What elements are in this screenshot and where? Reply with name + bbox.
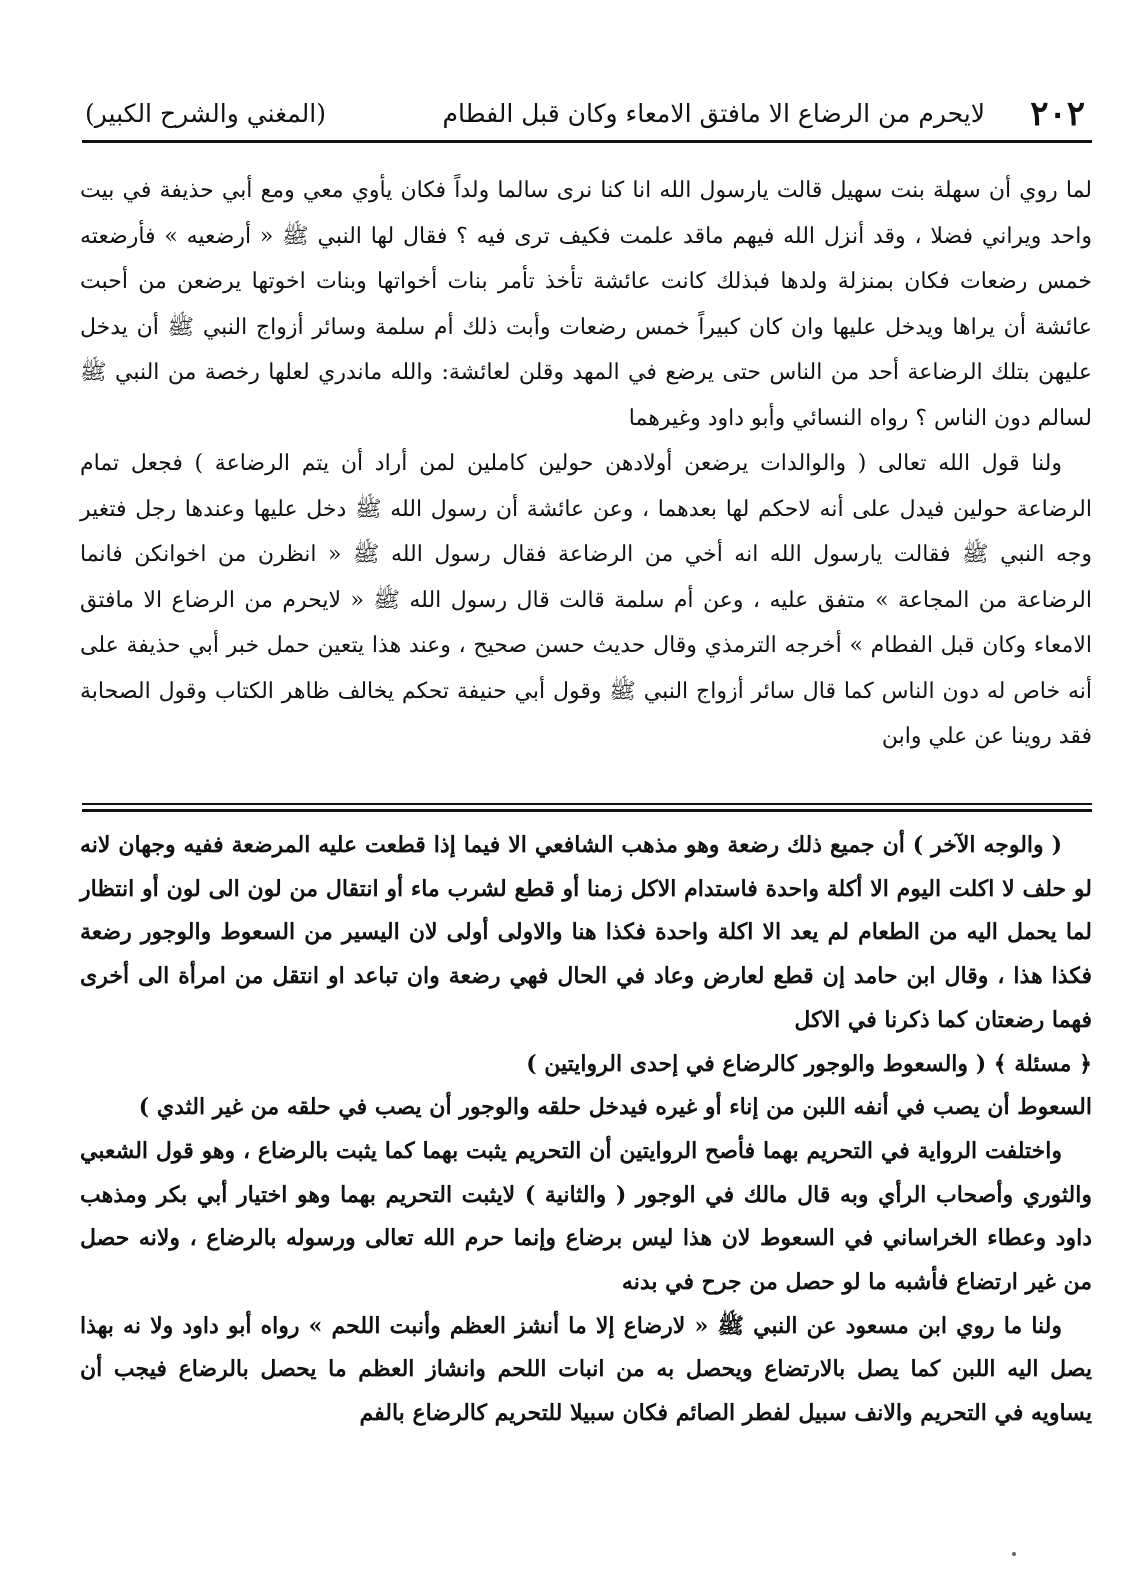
paragraph: السعوط أن يصب في أنفه اللبن من إناء أو غيره فيدخل حلقه والوجور أن يصب في حلقه من غير الثدي ) bbox=[138, 1094, 1092, 1121]
page-header bbox=[85, 92, 1085, 136]
section-divider bbox=[82, 803, 1092, 805]
running-title: لايحرم من الرضاع الا مافتق الامعاء وكان قبل الفطام bbox=[442, 99, 985, 128]
masala-heading: ﴿ مسئلة ﴾ ( والسعوط والوجور كالرضاع في إحدى الروايتين ) bbox=[526, 1050, 1092, 1077]
commentary-text bbox=[80, 824, 1092, 1436]
page-number: ٢٠٢ bbox=[1030, 94, 1085, 134]
header-rule bbox=[82, 140, 1092, 143]
paragraph: واختلفت الرواية في التحريم بهما فأصح الروايتين أن التحريم يثبت بهما كما يثبت بالرضاع ، وهو قول الشعبي والثوري وأصحاب الرأي وبه قال مالك في الوجور ( والثانية ) لايثبت التحريم بهما وهو اختيار أبي بكر ومذهب داود وعطاء الخراساني في السعوط لان هذا ليس برضاع وإنما حرم الله تعالى ورسوله بالرضاع ، ولانه حصل من غير ارتضاع فأشبه ما لو حصل من جرح في بدنه bbox=[80, 1137, 1092, 1296]
scan-speck bbox=[1012, 1552, 1016, 1556]
book-title: (المغني والشرح الكبير) bbox=[85, 99, 326, 128]
main-text bbox=[80, 168, 1092, 760]
paragraph: لما روي أن سهلة بنت سهيل قالت يارسول الله انا كنا نرى سالما ولداً فكان يأوي معي ومع أبي حذيفة في بيت واحد ويراني فضلا ، وقد أنزل الله فيهم ماقد علمت فكيف ترى فيه ؟ فقال لها النبي ﷺ « أرضعيه » فأرضعته خمس رضعات فكان بمنزلة ولدها فبذلك كانت عائشة تأخذ تأمر بنات أخواتها وبنات اخوتها يرضعن من أحبت عائشة أن يراها ويدخل عليها وان كان كبيراً خمس رضعات وأبت ذلك أم سلمة وسائر أزواج النبي ﷺ أن يدخل عليهن بتلك الرضاعة أحد من الناس حتى يرضع في المهد وقلن لعائشة: والله ماندري لعلها رخصة من النبي ﷺ لسالم دون الناس ؟ رواه النسائي وأبو داود وغيرهما bbox=[80, 178, 1092, 431]
paragraph: ولنا قول الله تعالى ( والوالدات يرضعن أولادهن حولين كاملين لمن أراد أن يتم الرضاعة ) فجعل تمام الرضاعة حولين فيدل على أنه لاحكم لها بعدهما ، وعن عائشة أن رسول الله ﷺ دخل عليها وعندها رجل فتغير وجه النبي ﷺ فقالت يارسول الله انه أخي من الرضاعة فقال رسول الله ﷺ « انظرن من اخوانكن فانما الرضاعة من المجاعة » متفق عليه ، وعن أم سلمة قالت قال رسول الله ﷺ « لايحرم من الرضاع الا مافتق الامعاء وكان قبل الفطام » أخرجه الترمذي وقال حديث حسن صحيح ، وعند هذا يتعين حمل خبر أبي حذيفة على أنه خاص له دون الناس كما قال سائر أزواج النبي ﷺ وقول أبي حنيفة تحكم يخالف ظاهر الكتاب وقول الصحابة فقد روينا عن علي وابن bbox=[80, 451, 1092, 749]
paragraph: ولنا ما روي ابن مسعود عن النبي ﷺ « لارضاع إلا ما أنشز العظم وأنبت اللحم » رواه أبو داود ولا نه بهذا يصل اليه اللبن كما يصل بالارتضاع ويحصل به من انبات اللحم وانشاز العظم ما يحصل بالرضاع فيجب أن يساويه في التحريم والانف سبيل لفطر الصائم فكان سبيلا للتحريم كالرضاع بالفم bbox=[80, 1312, 1092, 1427]
section-divider bbox=[82, 809, 1092, 812]
paragraph: ( والوجه الآخر ) أن جميع ذلك رضعة وهو مذهب الشافعي الا فيما إذا قطعت عليه المرضعة ففيه وجهان لانه لو حلف لا اكلت اليوم الا أكلة واحدة فاستدام الاكل زمنا أو قطع لشرب ماء أو انتقال من لون الى لون أو انتظار لما يحمل اليه من الطعام لم يعد الا اكلة واحدة فكذا هنا والاولى أولى لان اليسير من السعوط والوجور رضعة فكذا هذا ، وقال ابن حامد إن قطع لعارض وعاد في الحال فهي رضعة وان تباعد او انتقل من امرأة الى أخرى فهما رضعتان كما ذكرنا في الاكل bbox=[80, 832, 1092, 1033]
